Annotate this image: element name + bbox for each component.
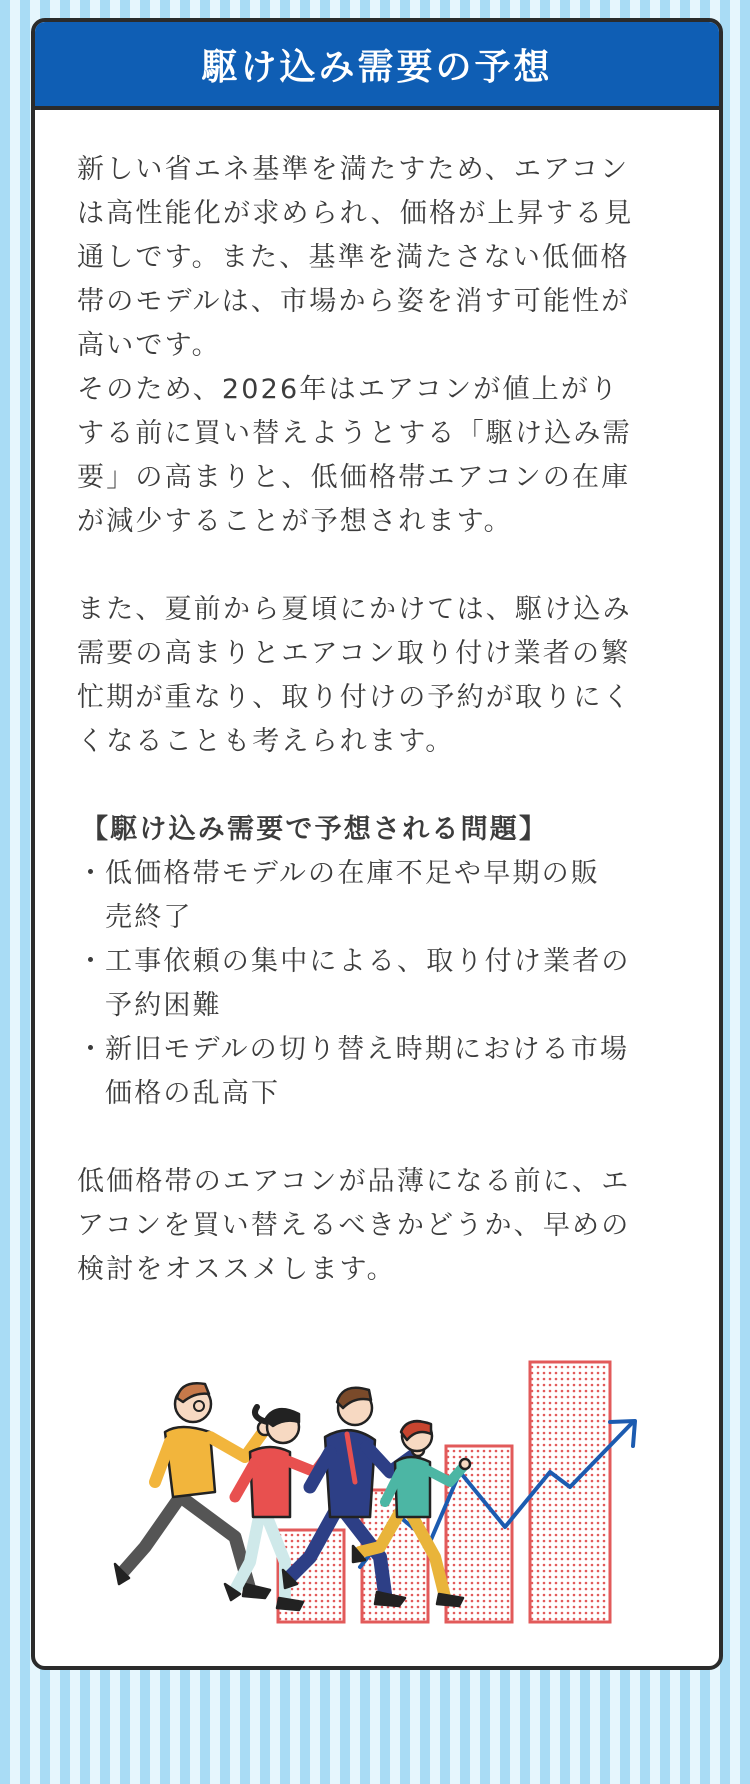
problem-text: 新旧モデルの切り替え時期における市場 価格の乱高下 bbox=[105, 1034, 630, 1109]
problem-item bbox=[77, 1028, 681, 1116]
info-card bbox=[31, 18, 723, 1670]
bullet-dot: ・ bbox=[77, 946, 107, 977]
problem-text: 低価格帯モデルの在庫不足や早期の販 売終了 bbox=[105, 858, 601, 933]
card-content bbox=[35, 110, 719, 1292]
problems-list bbox=[77, 852, 681, 1116]
installation-paragraph: また、夏前から夏頃にかけては、駆け込み 需要の高まりとエアコン取り付け業者の繁 忙期が重なり、取り付けの予約が取りにく くなることも考えられます。 bbox=[77, 594, 632, 757]
intro-paragraph: 新しい省エネ基準を満たすため、エアコン は高性能化が求められ、価格が上昇する見 通しです。また、基準を満たさない低価格 帯のモデルは、市場から姿を消す可能性が 高いです。 そのため、2026年はエアコンが値上がり する前に買い替えようとする「駆け込み需 要」の高まりと、低価格帯エアコンの在庫 が減少することが予想されます。 bbox=[77, 154, 634, 537]
problem-text: 工事依頼の集中による、取り付け業者の 予約困難 bbox=[105, 946, 631, 1021]
problem-item bbox=[77, 852, 681, 940]
problems-heading: 【駆け込み需要で予想される問題】 bbox=[81, 814, 549, 845]
people-running-rising-chart-illustration bbox=[85, 1322, 685, 1632]
card-title: 駆け込み需要の予想 bbox=[201, 46, 553, 88]
card-header bbox=[35, 22, 719, 110]
bullet-dot: ・ bbox=[77, 858, 107, 889]
problem-item bbox=[77, 940, 681, 1028]
recommendation-paragraph: 低価格帯のエアコンが品薄になる前に、エ アコンを買い替えるべきかどうか、早めの 検討をオススメします。 bbox=[77, 1166, 631, 1285]
bullet-dot: ・ bbox=[77, 1034, 107, 1065]
